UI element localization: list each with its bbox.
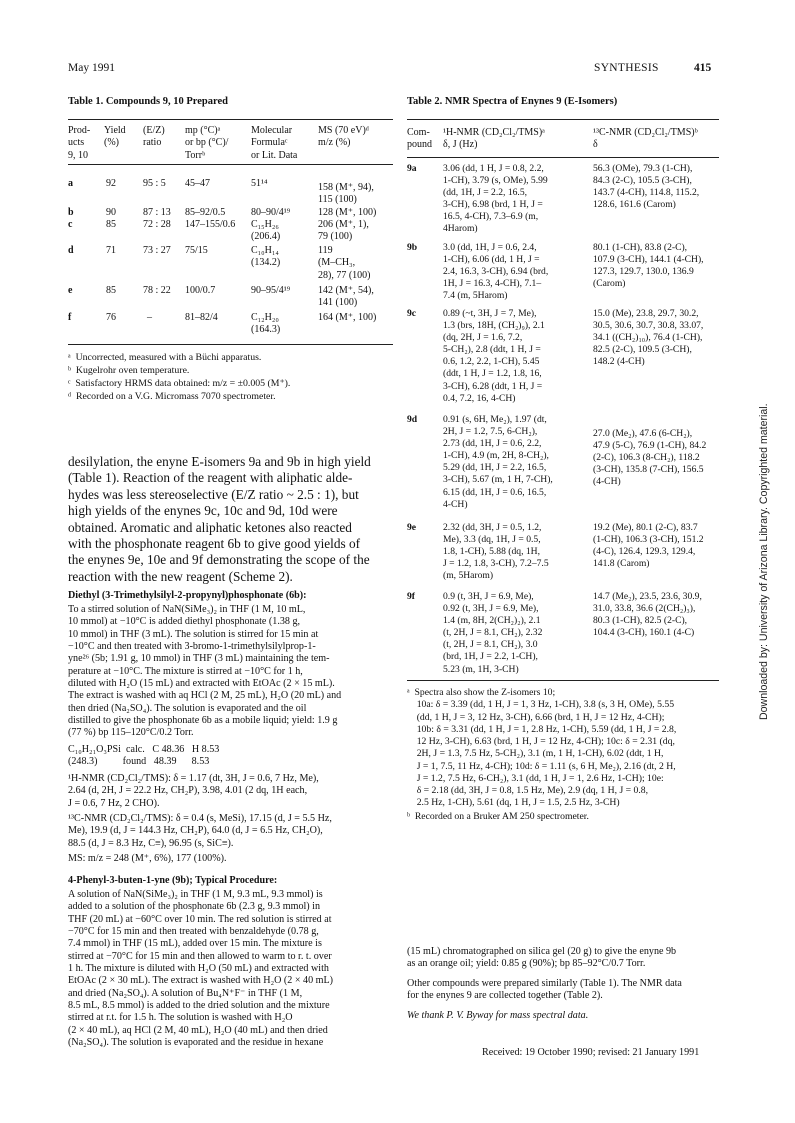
intro-paragraph: desilylation, the enyne E-isomers 9a and 9b in high yield (Table 1). Reaction of the reagent with aliphatic alde- hydes was less stereoselective (E/Z ratio ~ 2.5 : 1), but high yields of the enynes 9c, 10c and 9d, 10d were obtained. Aromatic and aliphatic ketones also reacted with the phosphonate reagent 6b to give good yields of the enynes 9e, 10e and 9f demonstrating the scope of the reaction with the new reagent (Scheme 2).	[68, 454, 371, 584]
table1-header-mp: mp (°C)ᵃ or bp (°C)/ Torrᵇ	[185, 125, 229, 161]
ms-data-6b: MS: m/z = 248 (M⁺, 6%), 177 (100%).	[68, 853, 227, 864]
table1-row-ms: 119 (M–CH₃, 28), 77 (100)	[318, 245, 371, 281]
procedure-title-9b: 4-Phenyl-3-buten-1-yne (9b); Typical Procedure:	[68, 875, 278, 886]
table2-row-cnmr: 27.0 (Me₂), 47.6 (6-CH₂), 47.9 (5-C), 76.9 (1-CH), 84.2 (2-C), 106.3 (8-CH₂), 118.2 (3-CH), 135.8 (7-CH), 156.5 (4-CH)	[593, 428, 707, 488]
table1-footnote: ᵇ Kugelrohr oven temperature.	[68, 365, 190, 376]
table1-row-mp: 45–47	[185, 178, 210, 189]
procedure-body-9b: A solution of NaN(SiMe₃)₂ in THF (1 M, 9.3 mL, 9.3 mmol) is added to a solution of the phosphonate 6b (2.3 g, 9.3 mmol) in THF (20 mL) at −60°C over 10 min. The red solution is stirred at −70°C for 15 min and then treated with benzaldehyde (0.78 g, 7.4 mmol) in THF (15 mL), added over 15 min. The mixture is stirred at −70°C for 15 min and then allowed to warm to r. t. over 1 h. The mixture is diluted with H₂O (50 mL) and extracted with EtOAc (2 × 30 mL). The extract is washed with H₂O (2 × 40 mL) and dried (Na₂SO₄). A solution of Bu₄N⁺F⁻ in THF (1 M, 8.5 mL, 8.5 mmol) is added to the dried solution and the mixture stirred at r.t. for 1.5 h. The solution is washed with H₂O (2 × 40 mL), aq HCl (2 M, 40 mL), H₂O (40 mL) and then dried (Na₂SO₄). The solution is evaporated and the residue in hexane	[68, 889, 334, 1049]
table2-row-cnmr: 14.7 (Me₂), 23.5, 23.6, 30.9, 31.0, 33.8, 36.6 (2(CH₂)₃), 80.3 (1-CH), 82.5 (2-C), 104.4 (3-CH), 160.1 (4-C)	[593, 591, 702, 639]
table1-row-mp: 147–155/0.6	[185, 219, 236, 230]
table1-row-formula: 90–95/4¹⁹	[251, 285, 291, 296]
table2-header-hnmr: ¹H-NMR (CD₂Cl₂/TMS)ᵃ δ, J (Hz)	[443, 127, 545, 151]
table1-row-yield: 90	[106, 207, 116, 218]
procedure-title-6b: Diethyl (3-Trimethylsilyl-2-propynyl)phosphonate (6b):	[68, 590, 307, 601]
table2-row-hnmr: 0.89 (~t, 3H, J = 7, Me), 1.3 (brs, 18H, (CH₂)₉), 2.1 (dq, 2H, J = 1.6, 7.2, 5-CH₂), 2.8 (ddt, 1 H, J = 0.6, 1.2, 2.2, 1-CH), 5.45 (ddt, 1 H, J = 1.2, 1.8, 16, 3-CH), 6.28 (ddt, 1 H, J = 0.4, 7.2, 16, 4-CH)	[443, 308, 545, 404]
table1-row-ratio: 78 : 22	[143, 285, 171, 296]
table2-row-cnmr: 19.2 (Me), 80.1 (2-C), 83.7 (1-CH), 106.3 (3-CH), 151.2 (4-C), 126.4, 129.3, 129.4, 141.8 (Carom)	[593, 522, 704, 570]
download-watermark-text: Downloaded by: University of Arizona Library. Copyrighted material.	[758, 403, 770, 720]
table1-header-products: Prod- ucts 9, 10	[68, 125, 91, 161]
table2-row-hnmr: 0.91 (s, 6H, Me₂), 1.97 (dt, 2H, J = 1.2, 7.5, 6-CH₂), 2.73 (dd, 1H, J = 0.6, 2.2, 1-CH), 4.9 (m, 2H, 8-CH₂), 5.29 (dd, 1H, J = 2.2, 16.5, 3-CH), 5.67 (m, 1 H, 7-CH), 6.15 (dd, 1H, J = 0.6, 16.5, 4-CH)	[443, 414, 553, 510]
table1-row-yield: 85	[106, 219, 116, 230]
table2-header-rule	[407, 157, 719, 158]
download-watermark	[758, 240, 770, 720]
cnmr-data-6b: ¹³C-NMR (CD₂Cl₂/TMS): δ = 0.4 (s, MeSi), 17.15 (d, J = 5.5 Hz, Me), 19.9 (d, J = 144.3 Hz, CH₂P), 64.0 (d, J = 6.5 Hz, CH₂O), 88.5 (d, J = 8.3 Hz, C≡), 96.95 (s, SiC≡).	[68, 813, 332, 849]
table1-row-formula: C₁₂H₂₀ (164.3)	[251, 312, 281, 336]
table2-row-id: 9a	[407, 163, 417, 174]
table1-row-ms: 158 (M⁺, 94), 115 (100)	[318, 182, 374, 206]
table2-row-id: 9b	[407, 242, 418, 253]
received-dates: Received: 19 October 1990; revised: 21 January 1991	[482, 1047, 700, 1058]
header-journal: SYNTHESIS	[594, 62, 659, 74]
table1-row-ratio: 73 : 27	[143, 245, 171, 256]
table1-row-ms: 128 (M⁺, 100)	[318, 207, 377, 218]
table1-row-formula: 80–90/4¹⁹	[251, 207, 291, 218]
table1-top-rule	[68, 119, 393, 120]
table1-row-formula: C₁₅H₂₆ (206.4)	[251, 219, 281, 243]
table2-row-id: 9c	[407, 308, 417, 319]
table1-header-ratio: (E/Z) ratio	[143, 125, 165, 149]
table2-row-cnmr: 56.3 (OMe), 79.3 (1-CH), 84.3 (2-C), 105.5 (3-CH), 143.7 (4-CH), 114.8, 115.2, 128.6, 161.6 (Carom)	[593, 163, 700, 211]
table2-row-hnmr: 3.0 (dd, 1H, J = 0.6, 2.4, 1-CH), 6.06 (dd, 1 H, J = 2.4, 16.3, 3-CH), 6.94 (brd, 1H, J = 16.3, 4-CH), 7.1– 7.4 (m, 5Harom)	[443, 242, 549, 302]
table1-header-rule	[68, 164, 393, 165]
table2-caption: Table 2. NMR Spectra of Enynes 9 (E-Isomers)	[407, 96, 618, 107]
table2-top-rule	[407, 119, 719, 120]
table1-row-yield: 92	[106, 178, 116, 189]
table1-row-id: f	[68, 312, 72, 323]
table2-row-cnmr: 80.1 (1-CH), 83.8 (2-C), 107.9 (3-CH), 144.1 (4-CH), 127.3, 129.7, 130.0, 136.9 (Carom)	[593, 242, 704, 290]
table1-row-ms: 164 (M⁺, 100)	[318, 312, 377, 323]
procedure-continuation: (15 mL) chromatographed on silica gel (20 g) to give the enyne 9b as an orange oil; yield: 0.85 g (90%); bp 85–92°C/0.7 Torr.	[407, 946, 677, 970]
table1-row-ratio: 95 : 5	[143, 178, 166, 189]
procedure-body-6b: To a stirred solution of NaN(SiMe₃)₂ in THF (1 M, 10 mL, 10 mmol) at −10°C is added diethyl phosphonate (1.38 g, 10 mmol) in THF (3 mL). The solution is stirred for 15 min at −10°C and then treated with 3-bromo-1-trimethylsilylprop-1- yne²⁶ (5b; 1.91 g, 10 mmol) in THF (3 mL) maintaining the tem- perature at −10°C. The mixture is stirred at −10°C for 1 h, diluted with H₂O (15 mL) and extracted with EtOAc (2 × 15 mL). The extract is washed with aq HCl (2 M, 25 mL), H₂O (20 mL) and then dried (Na₂SO₄). The solution is evaporated and the oil distilled to give the phosphonate 6b as a mobile liquid; yield: 1.9 g (77 %) bp 115–120°C/0.2 Torr.	[68, 604, 342, 739]
table1-header-yield: Yield (%)	[104, 125, 126, 149]
table2-row-cnmr: 15.0 (Me), 23.8, 29.7, 30.2, 30.5, 30.6, 30.7, 30.8, 33.07, 34.1 ((CH₂)₁₀), 76.4 (1-CH), 82.5 (2-C), 109.5 (3-CH), 148.2 (4-CH)	[593, 308, 704, 368]
table2-row-id: 9d	[407, 414, 418, 425]
table2-row-id: 9f	[407, 591, 415, 602]
table1-row-mp: 75/15	[185, 245, 208, 256]
table1-row-ratio: 72 : 28	[143, 219, 171, 230]
table1-row-id: c	[68, 219, 73, 230]
table2-header-cnmr: ¹³C-NMR (CD₂Cl₂/TMS)ᵇ δ	[593, 127, 698, 151]
table1-footnote: ᵃ Uncorrected, measured with a Büchi apparatus.	[68, 352, 262, 363]
header-page-number: 415	[694, 62, 712, 74]
table1-row-mp: 100/0.7	[185, 285, 216, 296]
table1-row-yield: 85	[106, 285, 116, 296]
table1-caption: Table 1. Compounds 9, 10 Prepared	[68, 96, 228, 107]
table2-row-hnmr: 0.9 (t, 3H, J = 6.9, Me), 0.92 (t, 3H, J = 6.9, Me), 1.4 (m, 8H, 2(CH₂)₂), 2.1 (t, 2H, J = 8.1, CH₂), 2.32 (t, 2H, J = 8.1, CH₂), 3.0 (brd, 1H, J = 2.2, 1-CH), 5.23 (m, 1H, 3-CH)	[443, 591, 543, 675]
table1-row-formula: C₁₀H₁₄ (134.2)	[251, 245, 281, 269]
table1-bottom-rule	[68, 344, 393, 345]
header-date: May 1991	[68, 62, 115, 74]
table2-header-compound: Com- pound	[407, 127, 432, 151]
table1-row-yield: 71	[106, 245, 116, 256]
table2-row-hnmr: 2.32 (dd, 3H, J = 0.5, 1.2, Me), 3.3 (dq, 1H, J = 0.5, 1.8, 1-CH), 5.88 (dq, 1H, J = 1.2, 1.8, 3-CH), 7.2–7.5 (m, 5Harom)	[443, 522, 549, 582]
elemental-analysis: C₁₀H₂₁O₃PSi calc. C 48.36 H 8.53 (248.3) found 48.39 8.53	[68, 744, 220, 768]
table1-footnote: ᵈ Recorded on a V.G. Micromass 7070 spectrometer.	[68, 391, 276, 402]
acknowledgment: We thank P. V. Byway for mass spectral data.	[407, 1010, 589, 1021]
table1-header-ms: MS (70 eV)ᵈ m/z (%)	[318, 125, 369, 149]
table1-row-ratio: –	[147, 312, 152, 323]
table2-footnote-b: ᵇ Recorded on a Bruker AM 250 spectrometer.	[407, 811, 589, 822]
other-compounds-paragraph: Other compounds were prepared similarly (Table 1). The NMR data for the enynes 9 are collected together (Table 2).	[407, 978, 682, 1002]
table1-header-formula: Molecular Formulaᶜ or Lit. Data	[251, 125, 298, 161]
table1-row-ms: 206 (M⁺, 1), 79 (100)	[318, 219, 369, 243]
table1-row-yield: 76	[106, 312, 116, 323]
table1-row-mp: 85–92/0.5	[185, 207, 226, 218]
hnmr-data-6b: ¹H-NMR (CD₂Cl₂/TMS): δ = 1.17 (dt, 3H, J = 0.6, 7 Hz, Me), 2.64 (d, 2H, J = 22.2 Hz, CH₂P), 3.98, 4.01 (2 dq, 1H each, J = 0.6, 7 Hz, 2 CHO).	[68, 773, 319, 809]
table1-footnote: ᶜ Satisfactory HRMS data obtained: m/z = ±0.005 (M⁺).	[68, 378, 291, 389]
table2-row-hnmr: 3.06 (dd, 1 H, J = 0.8, 2.2, 1-CH), 3.79 (s, OMe), 5.99 (dd, 1H, J = 2.2, 16.5, 3-CH), 6.98 (brd, 1 H, J = 16.5, 4-CH), 7.3–6.9 (m, 4Harom)	[443, 163, 548, 235]
table1-row-formula: 51¹⁴	[251, 178, 268, 189]
table1-row-ms: 142 (M⁺, 54), 141 (100)	[318, 285, 374, 309]
table1-row-id: e	[68, 285, 73, 296]
table1-row-id: d	[68, 245, 74, 256]
table2-footnote-a: ᵃ Spectra also show the Z-isomers 10; 10a: δ = 3.39 (dd, 1 H, J = 1, 3 Hz, 1-CH), 3.8 (s, 3 H, OMe), 5.55 (dd, 1 H, J = 3, 12 Hz, 3-CH), 6.66 (brd, 1 H, J = 12 Hz, 4-CH); 10b: δ = 3.31 (dd, 1 H, J = 1, 2.8 Hz, 1-CH), 5.59 (dd, 1 H, J = 2.8, 12 Hz, 3-CH), 6.63 (brd, 1 H, J = 12 Hz, 4-CH); 10c: δ = 2.31 (dq, 2H, J = 1.3, 7.5 Hz, 5-CH₂), 3.1 (m, 1 H, 1-CH), 6.02 (ddt, 1 H, J = 1, 7.5, 11 Hz, 4-CH); 10d: δ = 1.11 (s, 6 H, Me₂), 2.16 (dt, 2 H, J = 1.2, 7.5 Hz, 6-CH₂), 3.1 (dd, 1 H, J = 1, 2.6 Hz, 1-CH); 10e: δ = 2.18 (dd, 3H, J = 0.8, 1.5 Hz, Me), 2.9 (dq, 1 H, J = 0.8, 2.5 Hz, 1-CH), 5.61 (dq, 1 H, J = 1.5, 2.5 Hz, 3-CH)	[407, 687, 677, 809]
table1-row-mp: 81–82/4	[185, 312, 218, 323]
table1-row-ratio: 87 : 13	[143, 207, 171, 218]
table1-row-id: a	[68, 178, 73, 189]
table1-row-id: b	[68, 207, 74, 218]
table2-row-id: 9e	[407, 522, 417, 533]
table2-bottom-rule	[407, 680, 719, 681]
